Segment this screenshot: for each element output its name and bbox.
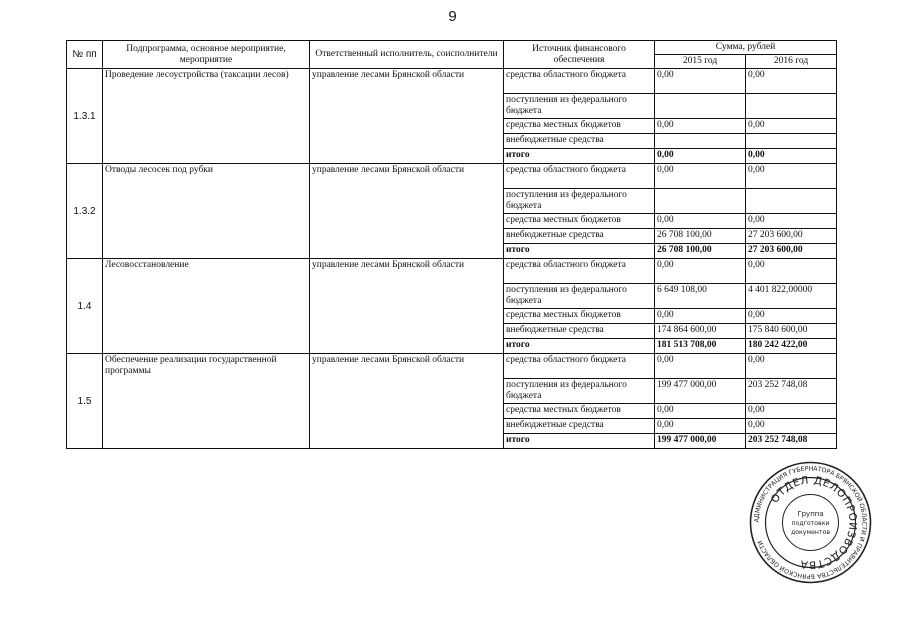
header-program: Подпрограмма, основное мероприятие, мероприятие — [103, 41, 310, 69]
table-row — [67, 164, 837, 189]
funding-source: поступления из федерального бюджета — [504, 379, 655, 404]
header-year-2016: 2016 год — [746, 55, 837, 69]
funding-source: поступления из федерального бюджета — [504, 189, 655, 214]
amount-y2015: 0,00 — [655, 404, 746, 419]
amount-y2015: 199 477 000,00 — [655, 379, 746, 404]
amount-y2016 — [746, 189, 837, 214]
stamp-dept-text: ОТДЕЛ ДЕЛОПРОИЗВОДСТВА — [768, 474, 859, 571]
table-body — [67, 69, 837, 449]
funding-source: средства областного бюджета — [504, 69, 655, 94]
header-executor: Ответственный исполнитель, соисполнители — [310, 41, 504, 69]
amount-y2016: 0,00 — [746, 214, 837, 229]
amount-y2016 — [746, 134, 837, 149]
amount-y2015: 0,00 — [655, 259, 746, 284]
stamp-seal — [748, 460, 873, 585]
amount-y2015: 199 477 000,00 — [655, 434, 746, 449]
executor: управление лесами Брянской области — [310, 69, 504, 164]
amount-y2015 — [655, 134, 746, 149]
funding-source: средства местных бюджетов — [504, 119, 655, 134]
amount-y2015: 174 864 600,00 — [655, 324, 746, 339]
row-number: 1.5 — [67, 354, 103, 449]
amount-y2015: 0,00 — [655, 149, 746, 164]
funding-source: итого — [504, 149, 655, 164]
amount-y2016: 0,00 — [746, 259, 837, 284]
stamp-outer-text: АДМИНИСТРАЦИЯ ГУБЕРНАТОРА БРЯНСКОЙ ОБЛАСТИ И ПРАВИТЕЛЬСТВА БРЯНСКОЙ ОБЛАСТИ — [753, 465, 868, 580]
funding-source: итого — [504, 244, 655, 259]
program-title: Обеспечение реализации государственной программы — [103, 354, 310, 449]
budget-table — [66, 40, 837, 449]
funding-source: средства областного бюджета — [504, 259, 655, 284]
amount-y2016: 0,00 — [746, 404, 837, 419]
executor: управление лесами Брянской области — [310, 164, 504, 259]
amount-y2016: 203 252 748,08 — [746, 379, 837, 404]
amount-y2016: 180 242 422,00 — [746, 339, 837, 354]
amount-y2015: 0,00 — [655, 309, 746, 324]
office-stamp — [748, 460, 873, 585]
header-sum: Сумма, рублей — [655, 41, 837, 55]
row-number: 1.4 — [67, 259, 103, 354]
amount-y2016: 27 203 600,00 — [746, 244, 837, 259]
header-num: № пп — [67, 41, 103, 69]
amount-y2016: 0,00 — [746, 119, 837, 134]
funding-source: средства областного бюджета — [504, 164, 655, 189]
header-year-2015: 2015 год — [655, 55, 746, 69]
executor: управление лесами Брянской области — [310, 259, 504, 354]
funding-source: внебюджетные средства — [504, 324, 655, 339]
funding-source: внебюджетные средства — [504, 134, 655, 149]
amount-y2016: 175 840 600,00 — [746, 324, 837, 339]
funding-source: средства местных бюджетов — [504, 404, 655, 419]
amount-y2016: 0,00 — [746, 354, 837, 379]
amount-y2016: 0,00 — [746, 309, 837, 324]
executor: управление лесами Брянской области — [310, 354, 504, 449]
funding-source: итого — [504, 339, 655, 354]
row-number: 1.3.1 — [67, 69, 103, 164]
table-row — [67, 259, 837, 284]
amount-y2016 — [746, 94, 837, 119]
program-title: Отводы лесосек под рубки — [103, 164, 310, 259]
amount-y2015 — [655, 94, 746, 119]
stamp-center-line1: Группа — [797, 510, 824, 518]
table-row — [67, 69, 837, 94]
funding-source: итого — [504, 434, 655, 449]
amount-y2015: 0,00 — [655, 419, 746, 434]
program-title: Проведение лесоустройства (таксации лесов) — [103, 69, 310, 164]
row-number: 1.3.2 — [67, 164, 103, 259]
page-number: 9 — [448, 8, 457, 25]
amount-y2015: 0,00 — [655, 164, 746, 189]
program-title: Лесовосстановление — [103, 259, 310, 354]
amount-y2015: 0,00 — [655, 354, 746, 379]
amount-y2016: 0,00 — [746, 164, 837, 189]
funding-source: внебюджетные средства — [504, 229, 655, 244]
amount-y2016: 0,00 — [746, 419, 837, 434]
funding-source: внебюджетные средства — [504, 419, 655, 434]
amount-y2015: 26 708 100,00 — [655, 244, 746, 259]
amount-y2016: 203 252 748,08 — [746, 434, 837, 449]
amount-y2016: 0,00 — [746, 149, 837, 164]
stamp-center-line3: документов — [790, 529, 831, 536]
amount-y2015: 0,00 — [655, 119, 746, 134]
amount-y2015: 0,00 — [655, 69, 746, 94]
header-source: Источник финансового обеспечения — [504, 41, 655, 69]
funding-source: средства областного бюджета — [504, 354, 655, 379]
funding-source: средства местных бюджетов — [504, 214, 655, 229]
amount-y2016: 27 203 600,00 — [746, 229, 837, 244]
amount-y2015: 181 513 708,00 — [655, 339, 746, 354]
stamp-center-line2: подготовки — [791, 520, 830, 527]
amount-y2016: 0,00 — [746, 69, 837, 94]
funding-source: поступления из федерального бюджета — [504, 94, 655, 119]
amount-y2015: 0,00 — [655, 214, 746, 229]
funding-source: средства местных бюджетов — [504, 309, 655, 324]
table-row — [67, 354, 837, 379]
amount-y2015: 6 649 108,00 — [655, 284, 746, 309]
funding-source: поступления из федерального бюджета — [504, 284, 655, 309]
amount-y2016: 4 401 822,00000 — [746, 284, 837, 309]
amount-y2015: 26 708 100,00 — [655, 229, 746, 244]
amount-y2015 — [655, 189, 746, 214]
